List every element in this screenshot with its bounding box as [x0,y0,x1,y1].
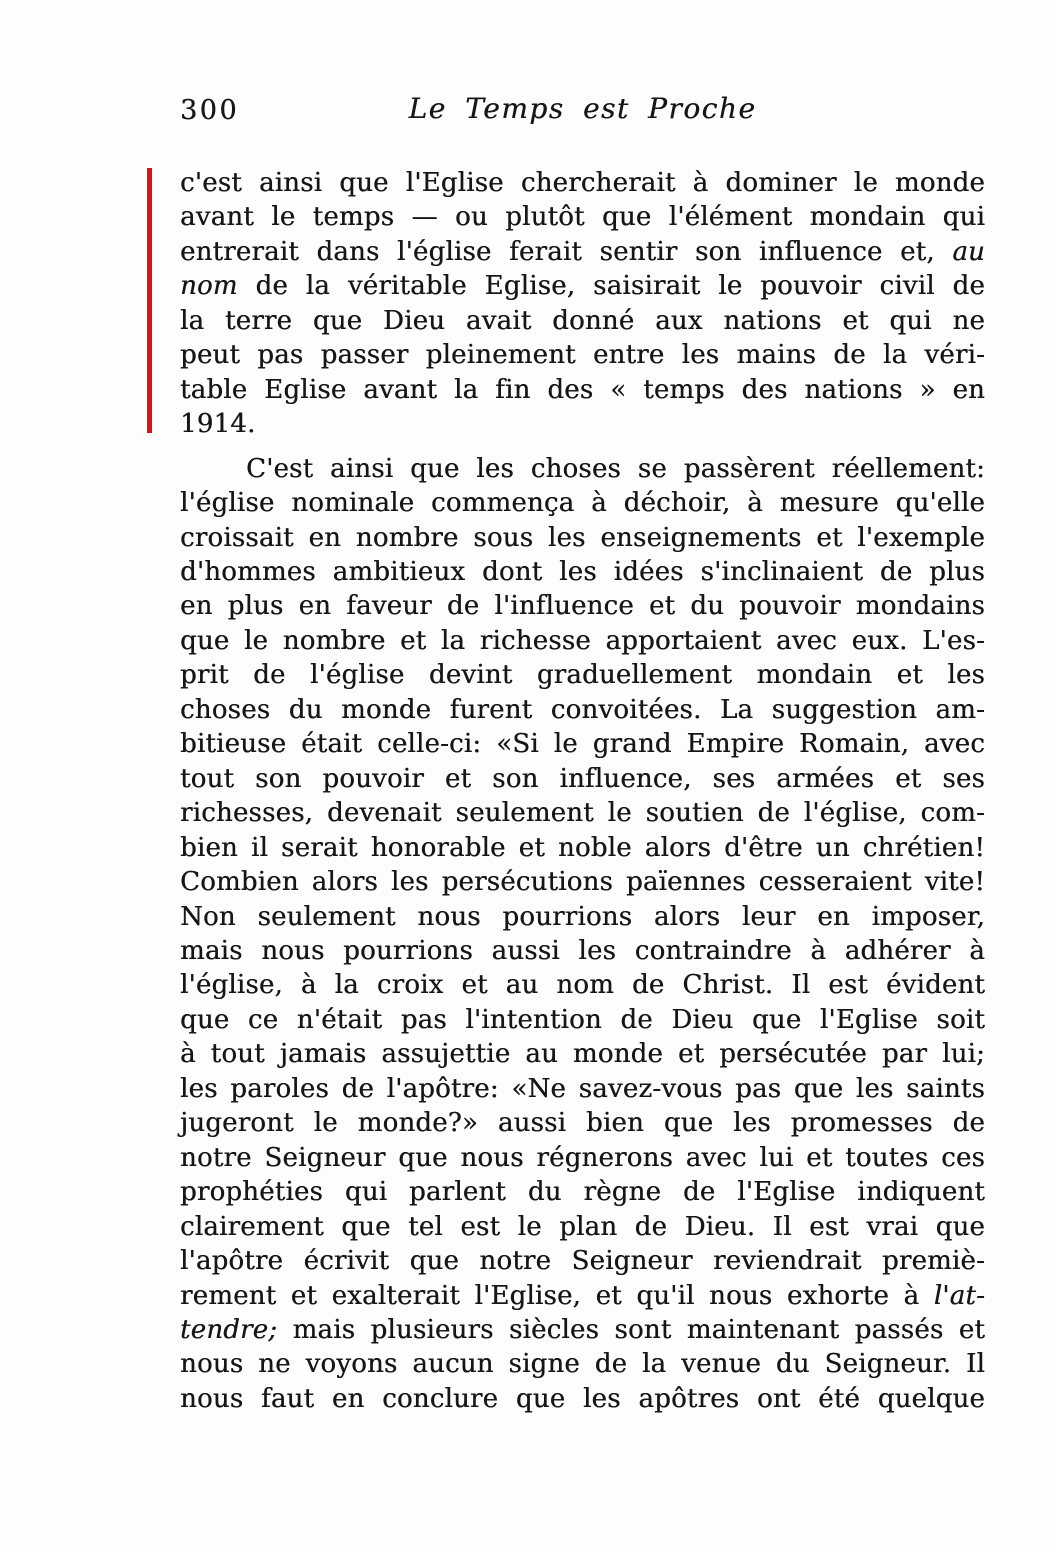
text-segment: mais nous pourrions aussi les contraindre à adhérer à [180,935,985,966]
text-line [180,166,985,200]
text-line [180,1210,985,1244]
text-line [180,1382,985,1416]
text-segment: rement et exalterait l'Eglise, et qu'il nous exhorte à [180,1280,934,1311]
text-segment: prophéties qui parlent du règne de l'Eglise indiquent [180,1177,985,1208]
text-line [180,269,985,303]
text-line [180,865,985,899]
text-line [180,796,985,830]
text-segment: de la véritable Eglise, saisirait le pouvoir civil de [237,271,985,302]
text-line [180,693,985,727]
page-header [180,92,985,132]
text-line [180,338,985,372]
text-line [180,1003,985,1037]
page-number: 300 [180,95,240,126]
text-segment: richesses, devenait seulement le soutien de l'église, com- [180,798,985,829]
italic-text-segment: au [952,236,985,267]
text-segment: à tout jamais assujettie au monde et persécutée par lui; [180,1039,985,1070]
text-line [180,1175,985,1209]
text-segment: l'apôtre écrivit que notre Seigneur reviendrait premiè- [180,1246,985,1277]
text-line [180,486,985,520]
text-line [180,658,985,692]
text-line [180,727,985,761]
text-segment: Non seulement nous pourrions alors leur en imposer, [180,901,985,932]
text-line [180,1106,985,1140]
text-line [180,968,985,1002]
running-title: Le Temps est Proche [408,92,757,125]
text-segment: c'est ainsi que l'Eglise chercherait à dominer le monde [180,168,985,198]
text-line [180,1037,985,1071]
text-segment: prit de l'église devint graduellement mondain et les [180,660,985,691]
text-segment: avant le temps — ou plutôt que l'élément mondain qui [180,202,985,233]
text-segment: entrerait dans l'église ferait sentir son influence et, [180,236,953,267]
text-segment: tout son pouvoir et son influence, ses armées et ses [180,763,985,794]
text-segment: bien il serait honorable et noble alors d'être un chrétien! [180,832,985,863]
text-segment: les paroles de l'apôtre: «Ne savez-vous pas que les saints [180,1073,985,1104]
text-line [180,200,985,234]
text-segment: Combien alors les persécutions païennes cesseraient vite! [180,867,985,898]
text-segment: jugeront le monde?» aussi bien que les promesses de [180,1108,985,1139]
text-line [180,624,985,658]
italic-text-segment: l'at- [933,1280,985,1311]
text-segment: l'église nominale commença à déchoir, à mesure qu'elle [180,488,985,519]
text-line [180,762,985,796]
text-line [180,1072,985,1106]
text-segment: la terre que Dieu avait donné aux nations et qui ne [180,305,985,336]
text-segment: peut pas passer pleinement entre les mains de la véri- [180,340,985,371]
text-line [180,1313,985,1347]
text-line [180,304,985,338]
text-segment: C'est ainsi que les choses se passèrent réellement: [246,453,985,484]
text-line [180,589,985,623]
text-line [180,1279,985,1313]
text-line [180,1244,985,1278]
text-line [180,831,985,865]
text-segment: table Eglise avant la fin des « temps des nations » en [180,374,985,405]
text-line [180,407,985,441]
text-line [180,235,985,269]
italic-text-segment: nom [180,271,238,302]
text-segment: en plus en faveur de l'influence et du pouvoir mondains [180,591,985,622]
text-segment: 1914. [180,409,256,440]
text-segment: notre Seigneur que nous régnerons avec lui et toutes ces [180,1142,985,1173]
text-line [180,452,985,486]
text-segment: que ce n'était pas l'intention de Dieu que l'Eglise soit [180,1004,985,1035]
paragraph [180,452,985,1417]
text-segment: d'hommes ambitieux dont les idées s'inclinaient de plus [180,556,985,587]
paragraph [180,166,985,442]
text-line [180,1141,985,1175]
text-segment: choses du monde furent convoitées. La suggestion am- [180,694,985,725]
text-line [180,555,985,589]
italic-text-segment: tendre; [180,1314,278,1345]
text-segment: nous faut en conclure que les apôtres ont été quelque [180,1383,985,1414]
text-segment: nous ne voyons aucun signe de la venue du Seigneur. Il [180,1349,985,1380]
text-segment: que le nombre et la richesse apportaient avec eux. L'es- [180,625,985,656]
text-line [180,934,985,968]
text-segment: mais plusieurs siècles sont maintenant passés et [277,1314,985,1345]
text-line [180,900,985,934]
text-line [180,373,985,407]
text-line [180,521,985,555]
text-segment: clairement que tel est le plan de Dieu. Il est vrai que [180,1211,985,1242]
text-segment: bitieuse était celle-ci: «Si le grand Empire Romain, avec [180,729,985,760]
text-segment: croissait en nombre sous les enseignements et l'exemple [180,522,985,553]
text-line [180,1347,985,1381]
text-segment: l'église, à la croix et au nom de Christ. Il est évident [180,970,985,1001]
page-body [180,166,985,1416]
red-margin-marker-line [147,168,152,433]
